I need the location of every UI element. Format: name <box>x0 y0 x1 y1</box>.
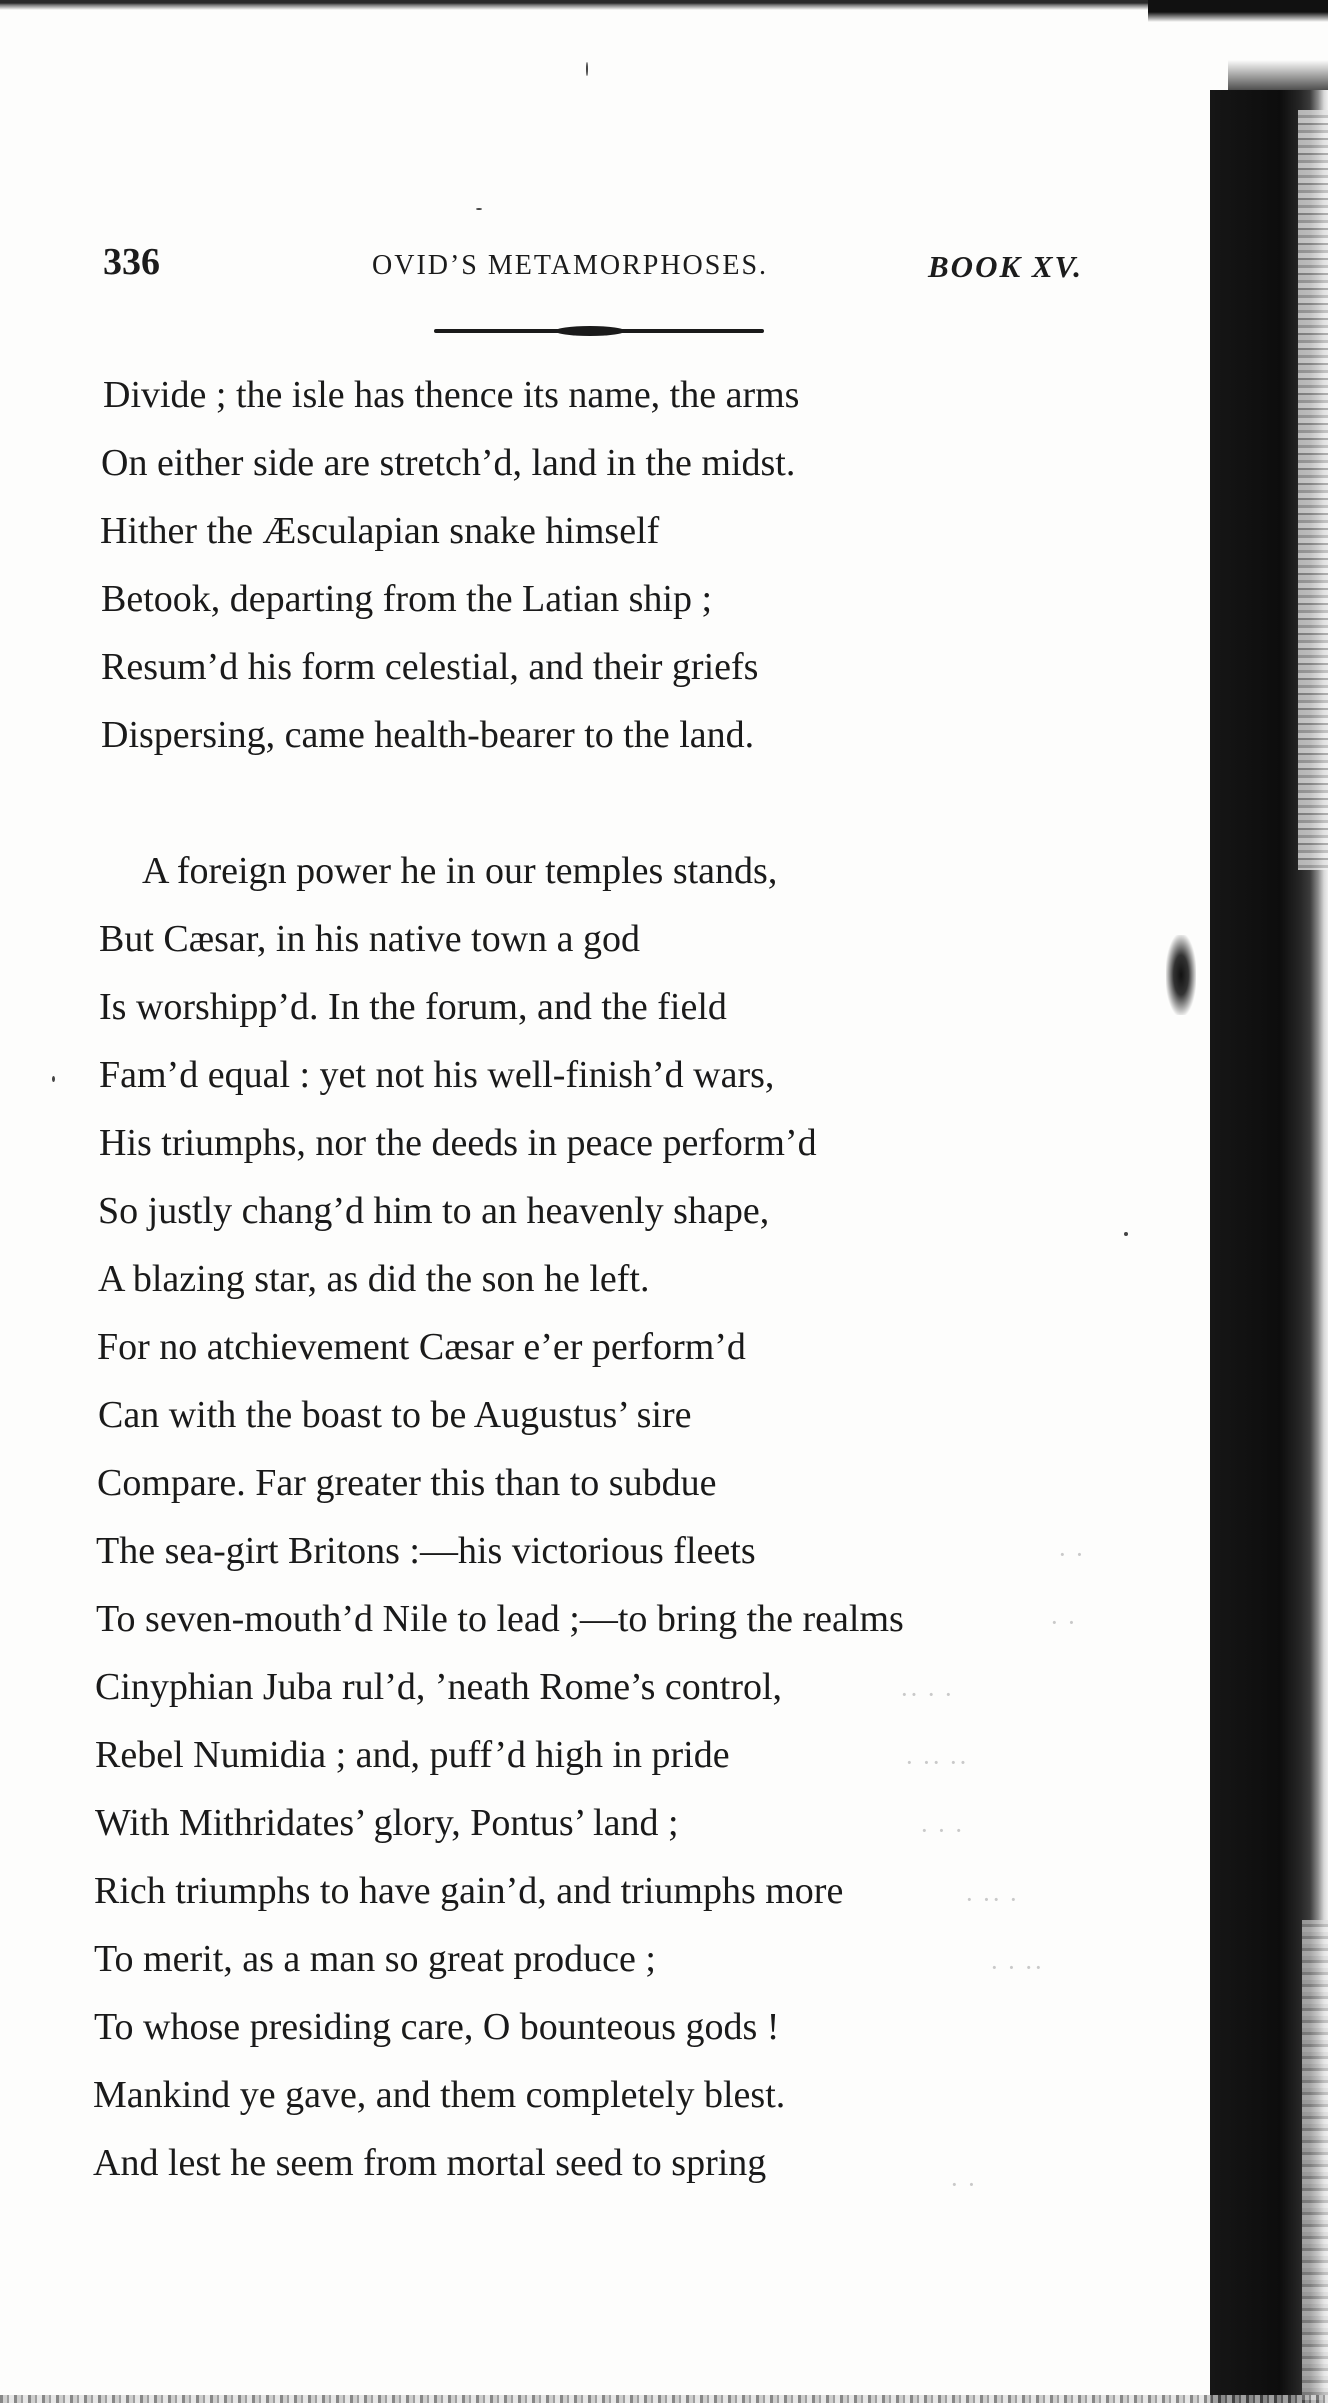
verse-line: To merit, as a man so great produce ; <box>94 1938 656 1980</box>
page-top-edge <box>0 0 1328 10</box>
verse-line: Resum’d his form celestial, and their griefs <box>101 646 759 688</box>
verse-line: Fam’d equal : yet not his well-finish’d wars, <box>99 1054 775 1096</box>
verse-line: Cinyphian Juba rul’d, ’neath Rome’s control, <box>95 1666 783 1708</box>
book-label: BOOK XV. <box>928 249 1083 284</box>
verse-line: A foreign power he in our temples stands, <box>142 850 778 892</box>
ink-speck <box>476 208 482 210</box>
ink-speck <box>586 62 588 76</box>
bleed-through-mark: · · <box>1058 1540 1085 1569</box>
verse-line: Betook, departing from the Latian ship ; <box>101 578 713 620</box>
page-top-shadow <box>1148 0 1328 22</box>
verse-line: To whose presiding care, O bounteous gods ! <box>94 2006 780 2048</box>
verse-line: Mankind ye gave, and them completely blest. <box>93 2074 786 2116</box>
verse-line: Divide ; the isle has thence its name, the arms <box>103 374 800 416</box>
verse-line: So justly chang’d him to an heavenly shape, <box>98 1190 770 1232</box>
verse-line: For no atchievement Cæsar e’er perform’d <box>97 1326 746 1368</box>
page-number: 336 <box>103 241 160 283</box>
verse-line: Can with the boast to be Augustus’ sire <box>98 1394 692 1436</box>
verse-line: Is worshipp’d. In the forum, and the field <box>99 986 727 1028</box>
verse-line: But Cæsar, in his native town a god <box>99 918 640 960</box>
ink-speck <box>1124 1232 1128 1236</box>
verse-line: With Mithridates’ glory, Pontus’ land ; <box>95 1802 679 1844</box>
running-title: OVID’S METAMORPHOSES. <box>372 250 769 281</box>
bleed-through-mark: · · ·· <box>990 1953 1044 1982</box>
binding-blot <box>1166 935 1196 1015</box>
bleed-through-mark: · · · <box>920 1816 964 1845</box>
verse-line: Compare. Far greater this than to subdue <box>97 1462 717 1504</box>
verse-line: Rich triumphs to have gain’d, and triumphs more <box>94 1870 844 1912</box>
verse-line: Rebel Numidia ; and, puff’d high in pride <box>95 1734 730 1776</box>
page-bottom-edge <box>0 2395 1328 2403</box>
bleed-through-mark: · · <box>950 2170 977 2199</box>
verse-line: To seven-mouth’d Nile to lead ;—to bring the realms <box>96 1598 904 1640</box>
verse-line: And lest he seem from mortal seed to spring <box>93 2142 767 2184</box>
bleed-through-mark: ·· · · <box>900 1680 954 1709</box>
bleed-through-mark: · ·· · <box>965 1885 1019 1914</box>
page-edge-stripes-lower <box>1302 1920 1328 2400</box>
header-rule-ornament <box>555 326 625 336</box>
running-header <box>0 240 1200 300</box>
page-edge-stripes <box>1298 110 1328 870</box>
verse-line: His triumphs, nor the deeds in peace perform’d <box>99 1122 817 1164</box>
verse-line: On either side are stretch’d, land in the midst. <box>101 442 796 484</box>
verse-line: Dispersing, came health-bearer to the land. <box>101 714 755 756</box>
verse-line: Hither the Æsculapian snake himself <box>100 510 660 552</box>
bleed-through-mark: · · <box>1050 1608 1077 1637</box>
ink-speck <box>52 1076 55 1082</box>
verse-line: The sea-girt Britons :—his victorious fleets <box>96 1530 756 1572</box>
bleed-through-mark: · ·· ·· <box>905 1748 969 1777</box>
verse-line: A blazing star, as did the son he left. <box>98 1258 650 1300</box>
